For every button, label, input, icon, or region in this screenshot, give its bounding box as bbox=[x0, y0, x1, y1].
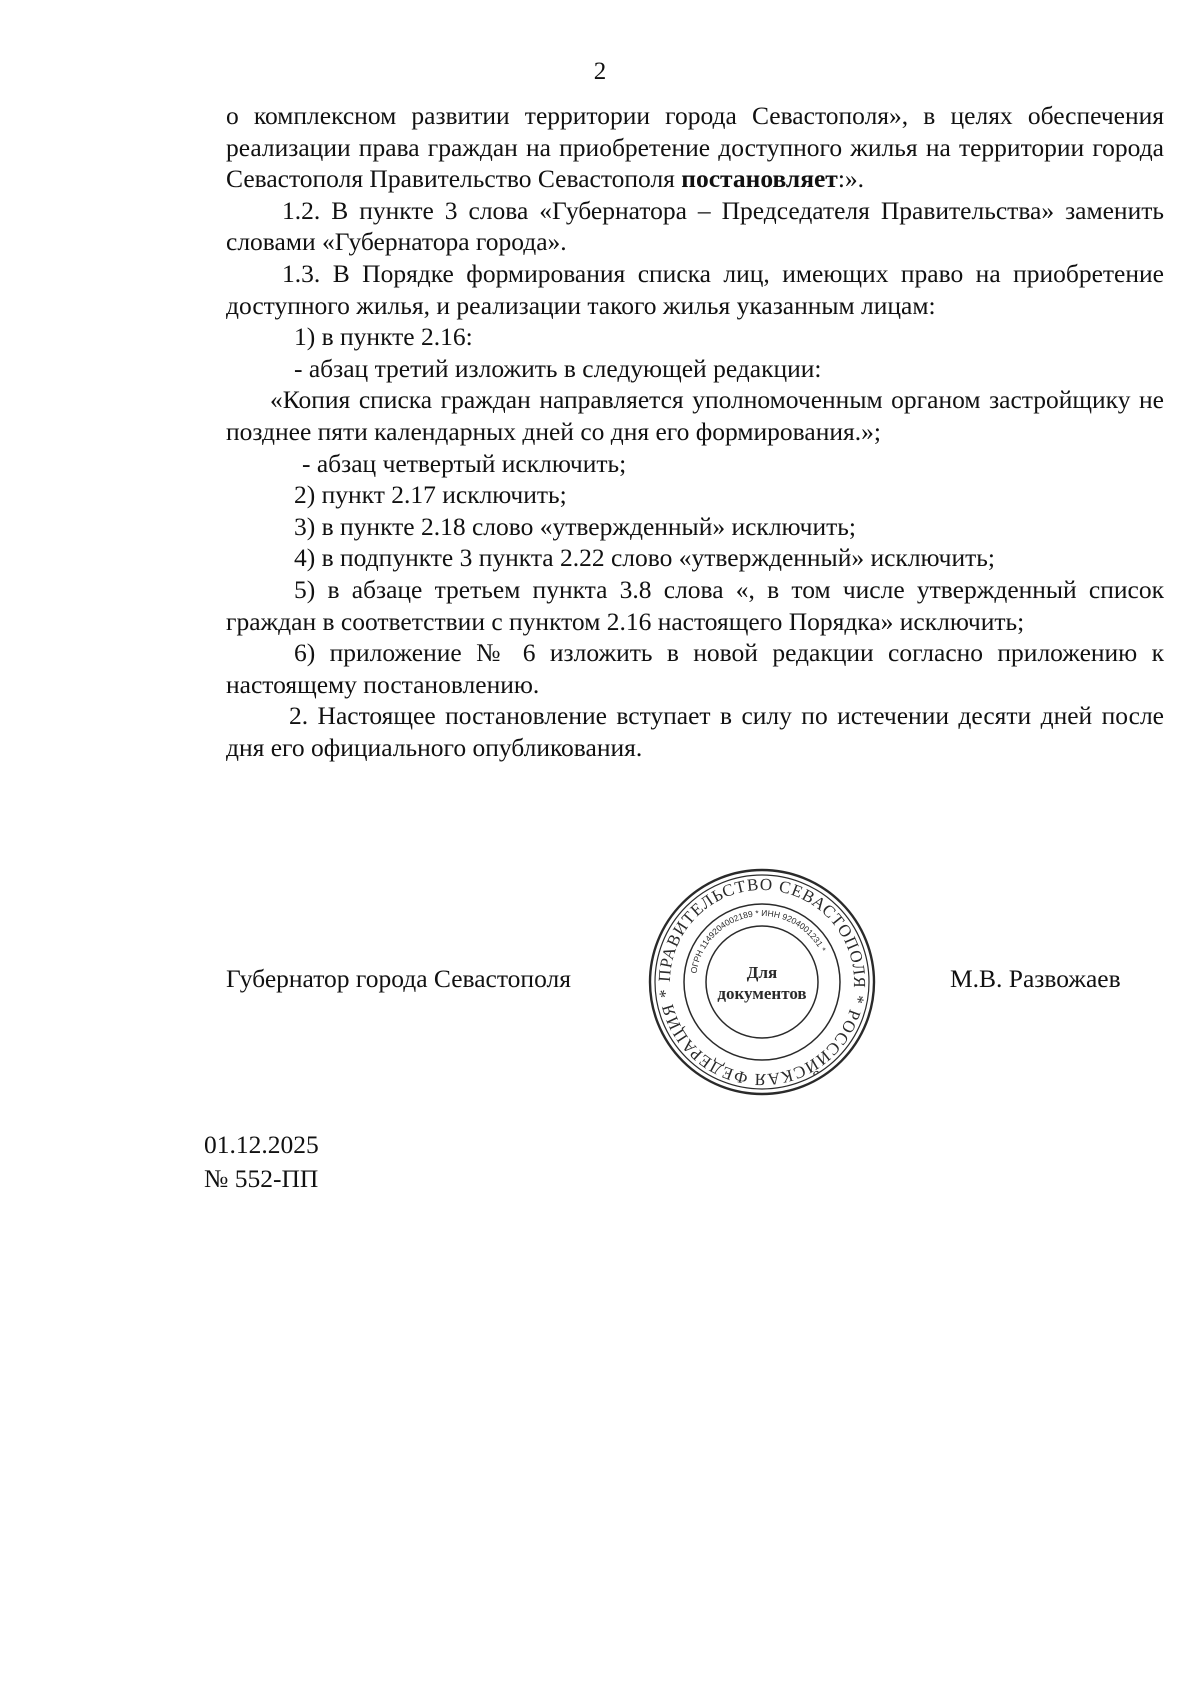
item-1-dash-1: - абзац третий изложить в следующей редакции: bbox=[294, 353, 822, 383]
document-date-number-block bbox=[204, 1128, 319, 1196]
paragraph-1-3: 1.3. В Порядке формирования списка лиц, имеющих право на приобретение доступного жилья, и реализации такого жилья указанным лицам: bbox=[226, 258, 1164, 320]
item-3: 3) в пункте 2.18 слово «утвержденный» исключить; bbox=[294, 511, 856, 541]
document-number: № 552-ПП bbox=[204, 1164, 319, 1193]
item-4: 4) в подпункте 3 пункта 2.22 слово «утвержденный» исключить; bbox=[294, 543, 995, 573]
page-number: 2 bbox=[593, 58, 607, 85]
signatory-name: М.В. Развожаев bbox=[950, 964, 1121, 993]
item-5: 5) в абзаце третьем пункта 3.8 слова «, в том числе утвержденный список граждан в соответствии с пунктом 2.16 настоящего Порядка» исключить; bbox=[226, 574, 1164, 636]
document-body bbox=[226, 100, 1164, 763]
paragraph-2: 2. Настоящее постановление вступает в силу по истечении десяти дней после дня его официального опубликования. bbox=[226, 701, 1164, 762]
document-date: 01.12.2025 bbox=[204, 1130, 319, 1159]
quoted-text: «Копия списка граждан направляется уполномоченным органом застройщику не позднее пяти календарных дней со дня его формирования.»; bbox=[226, 385, 1164, 446]
bold-resolution-word: постановляет bbox=[681, 164, 838, 194]
seal-center-line-1: Для bbox=[746, 963, 778, 982]
signatory-title: Губернатор города Севастополя bbox=[226, 964, 571, 993]
item-2: 2) пункт 2.17 исключить; bbox=[294, 480, 567, 510]
item-6: 6) приложение № 6 изложить в новой редакции согласно приложению к настоящему постановлению. bbox=[226, 638, 1164, 699]
paragraph-1: о комплексном развитии территории города Севастополя», в целях обеспечения реализации права граждан на приобретение доступного жилья на территории города Севастополя Правительство Севастополя постановляет:». bbox=[226, 101, 1164, 194]
item-1-dash-2: - абзац четвертый исключить; bbox=[302, 448, 627, 478]
item-1: 1) в пункте 2.16: bbox=[294, 322, 473, 352]
official-seal-stamp bbox=[646, 866, 878, 1098]
seal-center-line-2: документов bbox=[717, 984, 807, 1003]
seal-outer-text: ПРАВИТЕЛЬСТВО СЕВАСТОПОЛЯ * РОССИЙСКАЯ ФЕДЕРАЦИЯ * bbox=[654, 874, 870, 1090]
seal-inner-text: ОГРН 1149204002189 * ИНН 9204001231 * bbox=[688, 907, 829, 975]
paragraph-1-2: 1.2. В пункте 3 слова «Губернатора – Председателя Правительства» заменить словами «Губернатора города». bbox=[226, 195, 1164, 257]
